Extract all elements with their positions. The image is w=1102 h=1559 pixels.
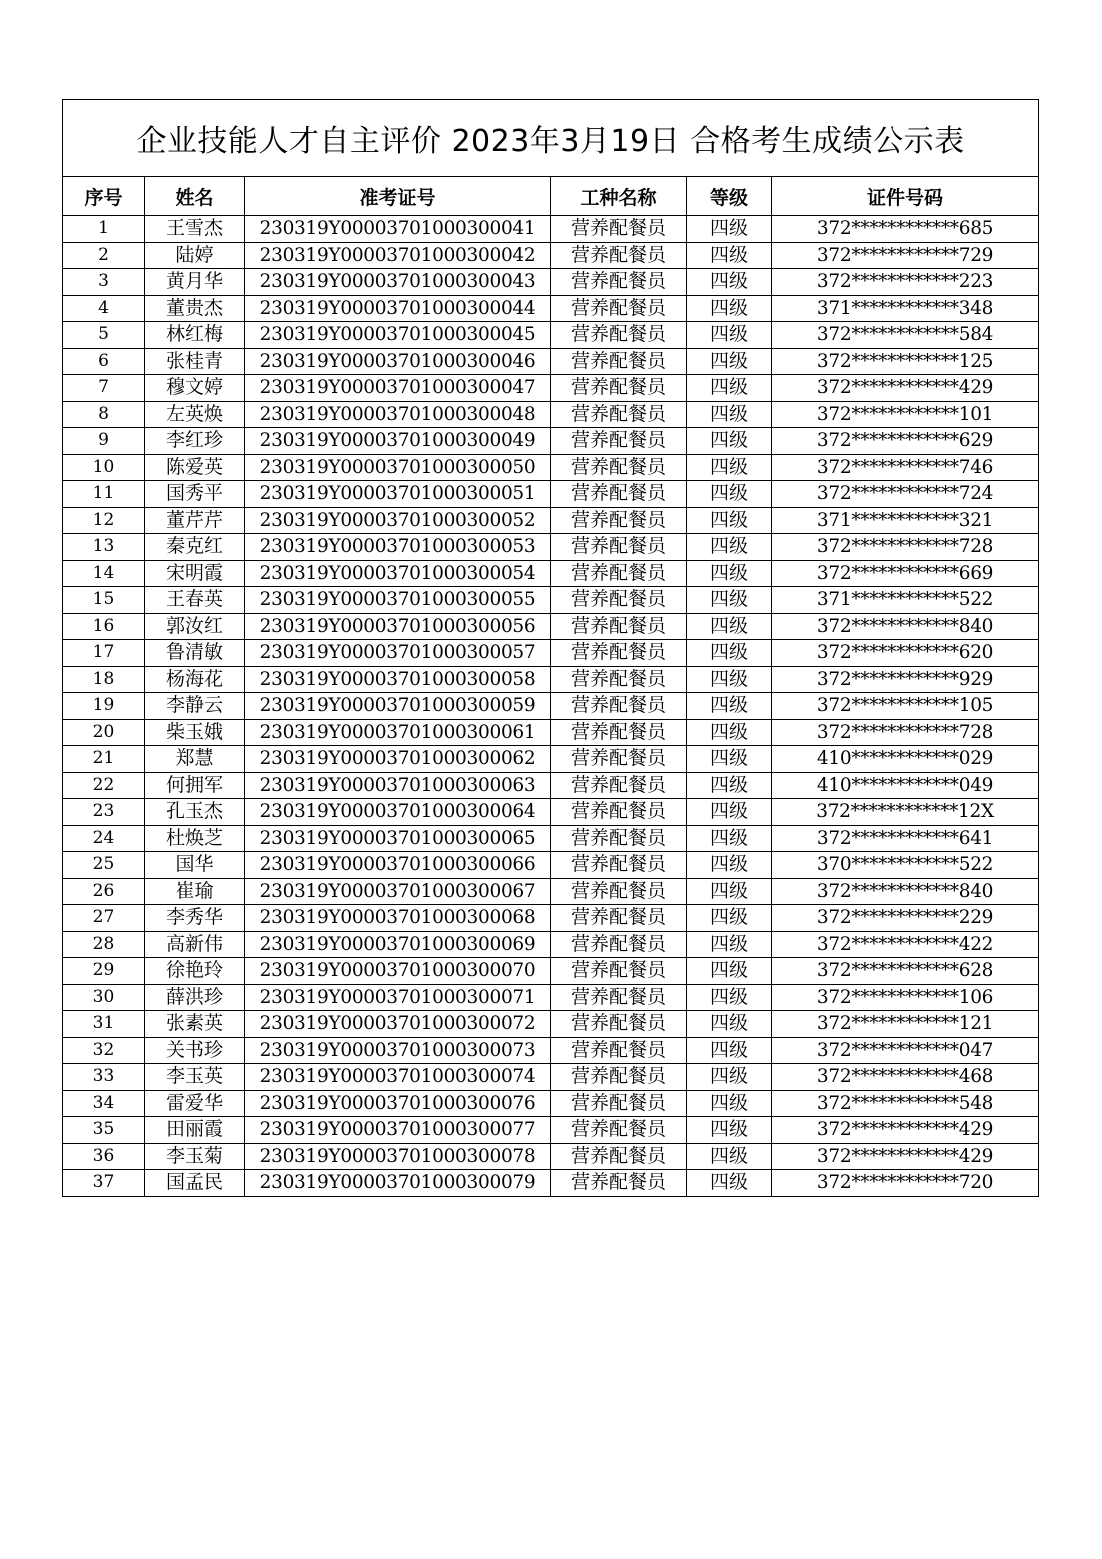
cell-admission: 230319Y00003701000300046	[245, 348, 551, 375]
table-row	[63, 269, 1039, 296]
cell-id-number: 372************628	[772, 958, 1039, 985]
table-row	[63, 1011, 1039, 1038]
cell-admission: 230319Y00003701000300048	[245, 401, 551, 428]
cell-level: 四级	[687, 1170, 772, 1197]
cell-name: 黄月华	[145, 269, 245, 296]
table-row	[63, 1117, 1039, 1144]
cell-name: 国孟民	[145, 1170, 245, 1197]
cell-level: 四级	[687, 534, 772, 561]
table-row	[63, 428, 1039, 455]
table-row	[63, 1064, 1039, 1091]
cell-name: 李秀华	[145, 905, 245, 932]
cell-seq: 4	[63, 295, 145, 322]
cell-seq: 25	[63, 852, 145, 879]
cell-id-number: 372************728	[772, 534, 1039, 561]
table-row	[63, 216, 1039, 243]
cell-id-number: 371************348	[772, 295, 1039, 322]
cell-id-number: 370************522	[772, 852, 1039, 879]
cell-admission: 230319Y00003701000300078	[245, 1143, 551, 1170]
cell-name: 柴玉娥	[145, 719, 245, 746]
header-level: 等级	[687, 177, 772, 216]
cell-occupation: 营养配餐员	[551, 375, 687, 402]
cell-occupation: 营养配餐员	[551, 931, 687, 958]
cell-occupation: 营养配餐员	[551, 534, 687, 561]
cell-seq: 10	[63, 454, 145, 481]
cell-name: 宋明霞	[145, 560, 245, 587]
cell-name: 李红珍	[145, 428, 245, 455]
cell-admission: 230319Y00003701000300070	[245, 958, 551, 985]
cell-level: 四级	[687, 507, 772, 534]
table-row	[63, 295, 1039, 322]
cell-occupation: 营养配餐员	[551, 905, 687, 932]
cell-name: 秦克红	[145, 534, 245, 561]
cell-occupation: 营养配餐员	[551, 852, 687, 879]
cell-name: 张素英	[145, 1011, 245, 1038]
header-row	[63, 177, 1039, 216]
cell-seq: 1	[63, 216, 145, 243]
cell-seq: 14	[63, 560, 145, 587]
cell-admission: 230319Y00003701000300059	[245, 693, 551, 720]
cell-seq: 37	[63, 1170, 145, 1197]
cell-occupation: 营养配餐员	[551, 401, 687, 428]
table-row	[63, 984, 1039, 1011]
cell-seq: 36	[63, 1143, 145, 1170]
cell-level: 四级	[687, 878, 772, 905]
cell-id-number: 372************429	[772, 1143, 1039, 1170]
cell-level: 四级	[687, 242, 772, 269]
cell-admission: 230319Y00003701000300062	[245, 746, 551, 773]
cell-seq: 12	[63, 507, 145, 534]
cell-occupation: 营养配餐员	[551, 1011, 687, 1038]
cell-level: 四级	[687, 772, 772, 799]
cell-name: 国华	[145, 852, 245, 879]
table-row	[63, 746, 1039, 773]
table-row	[63, 560, 1039, 587]
cell-occupation: 营养配餐员	[551, 1037, 687, 1064]
cell-id-number: 372************047	[772, 1037, 1039, 1064]
cell-id-number: 372************840	[772, 613, 1039, 640]
cell-level: 四级	[687, 322, 772, 349]
cell-id-number: 372************724	[772, 481, 1039, 508]
cell-seq: 34	[63, 1090, 145, 1117]
table-title: 企业技能人才自主评价 2023年3月19日 合格考生成绩公示表	[63, 100, 1039, 177]
cell-seq: 18	[63, 666, 145, 693]
cell-name: 李静云	[145, 693, 245, 720]
cell-seq: 31	[63, 1011, 145, 1038]
cell-admission: 230319Y00003701000300052	[245, 507, 551, 534]
cell-seq: 11	[63, 481, 145, 508]
header-occupation: 工种名称	[551, 177, 687, 216]
cell-name: 李玉英	[145, 1064, 245, 1091]
cell-admission: 230319Y00003701000300072	[245, 1011, 551, 1038]
table-row	[63, 1143, 1039, 1170]
cell-level: 四级	[687, 560, 772, 587]
table-row	[63, 719, 1039, 746]
cell-name: 林红梅	[145, 322, 245, 349]
cell-admission: 230319Y00003701000300074	[245, 1064, 551, 1091]
cell-admission: 230319Y00003701000300047	[245, 375, 551, 402]
cell-level: 四级	[687, 587, 772, 614]
cell-occupation: 营养配餐员	[551, 613, 687, 640]
cell-id-number: 371************522	[772, 587, 1039, 614]
cell-seq: 6	[63, 348, 145, 375]
cell-name: 王雪杰	[145, 216, 245, 243]
table-row	[63, 958, 1039, 985]
cell-level: 四级	[687, 640, 772, 667]
cell-id-number: 372************641	[772, 825, 1039, 852]
table-row	[63, 640, 1039, 667]
cell-name: 董贵杰	[145, 295, 245, 322]
cell-level: 四级	[687, 613, 772, 640]
cell-admission: 230319Y00003701000300041	[245, 216, 551, 243]
table-row	[63, 507, 1039, 534]
cell-occupation: 营养配餐员	[551, 216, 687, 243]
cell-occupation: 营养配餐员	[551, 587, 687, 614]
cell-occupation: 营养配餐员	[551, 1090, 687, 1117]
cell-seq: 27	[63, 905, 145, 932]
cell-seq: 7	[63, 375, 145, 402]
table-row	[63, 825, 1039, 852]
cell-level: 四级	[687, 348, 772, 375]
cell-occupation: 营养配餐员	[551, 348, 687, 375]
cell-level: 四级	[687, 799, 772, 826]
cell-id-number: 410************049	[772, 772, 1039, 799]
cell-seq: 24	[63, 825, 145, 852]
cell-occupation: 营养配餐员	[551, 799, 687, 826]
cell-admission: 230319Y00003701000300076	[245, 1090, 551, 1117]
cell-occupation: 营养配餐员	[551, 772, 687, 799]
cell-admission: 230319Y00003701000300057	[245, 640, 551, 667]
cell-name: 郭汝红	[145, 613, 245, 640]
cell-level: 四级	[687, 719, 772, 746]
cell-name: 国秀平	[145, 481, 245, 508]
cell-id-number: 372************121	[772, 1011, 1039, 1038]
cell-id-number: 372************429	[772, 375, 1039, 402]
cell-id-number: 371************321	[772, 507, 1039, 534]
cell-seq: 29	[63, 958, 145, 985]
cell-name: 陈爱英	[145, 454, 245, 481]
cell-level: 四级	[687, 1011, 772, 1038]
cell-level: 四级	[687, 958, 772, 985]
cell-name: 杜焕芝	[145, 825, 245, 852]
cell-occupation: 营养配餐员	[551, 640, 687, 667]
table-row	[63, 878, 1039, 905]
cell-id-number: 410************029	[772, 746, 1039, 773]
cell-occupation: 营养配餐员	[551, 719, 687, 746]
cell-admission: 230319Y00003701000300045	[245, 322, 551, 349]
cell-id-number: 372************106	[772, 984, 1039, 1011]
cell-occupation: 营养配餐员	[551, 984, 687, 1011]
cell-id-number: 372************125	[772, 348, 1039, 375]
cell-id-number: 372************929	[772, 666, 1039, 693]
cell-level: 四级	[687, 1037, 772, 1064]
cell-name: 陆婷	[145, 242, 245, 269]
cell-admission: 230319Y00003701000300063	[245, 772, 551, 799]
table-row	[63, 375, 1039, 402]
cell-seq: 13	[63, 534, 145, 561]
cell-seq: 2	[63, 242, 145, 269]
table-row	[63, 613, 1039, 640]
cell-level: 四级	[687, 1143, 772, 1170]
cell-seq: 28	[63, 931, 145, 958]
cell-name: 张桂青	[145, 348, 245, 375]
cell-seq: 33	[63, 1064, 145, 1091]
cell-seq: 20	[63, 719, 145, 746]
cell-seq: 19	[63, 693, 145, 720]
cell-occupation: 营养配餐员	[551, 1117, 687, 1144]
cell-name: 李玉菊	[145, 1143, 245, 1170]
cell-id-number: 372************728	[772, 719, 1039, 746]
cell-name: 穆文婷	[145, 375, 245, 402]
cell-admission: 230319Y00003701000300069	[245, 931, 551, 958]
cell-name: 鲁清敏	[145, 640, 245, 667]
cell-name: 薛洪珍	[145, 984, 245, 1011]
table-row	[63, 905, 1039, 932]
cell-occupation: 营养配餐员	[551, 295, 687, 322]
cell-id-number: 372************422	[772, 931, 1039, 958]
cell-id-number: 372************840	[772, 878, 1039, 905]
cell-id-number: 372************720	[772, 1170, 1039, 1197]
cell-id-number: 372************468	[772, 1064, 1039, 1091]
cell-level: 四级	[687, 825, 772, 852]
cell-name: 徐艳玲	[145, 958, 245, 985]
cell-level: 四级	[687, 454, 772, 481]
cell-admission: 230319Y00003701000300050	[245, 454, 551, 481]
header-seq: 序号	[63, 177, 145, 216]
cell-id-number: 372************101	[772, 401, 1039, 428]
cell-level: 四级	[687, 693, 772, 720]
cell-id-number: 372************669	[772, 560, 1039, 587]
cell-occupation: 营养配餐员	[551, 878, 687, 905]
cell-occupation: 营养配餐员	[551, 1064, 687, 1091]
cell-name: 杨海花	[145, 666, 245, 693]
cell-name: 王春英	[145, 587, 245, 614]
cell-admission: 230319Y00003701000300065	[245, 825, 551, 852]
cell-level: 四级	[687, 1090, 772, 1117]
cell-seq: 5	[63, 322, 145, 349]
cell-seq: 16	[63, 613, 145, 640]
cell-occupation: 营养配餐员	[551, 825, 687, 852]
cell-seq: 30	[63, 984, 145, 1011]
cell-name: 孔玉杰	[145, 799, 245, 826]
cell-occupation: 营养配餐员	[551, 693, 687, 720]
cell-admission: 230319Y00003701000300044	[245, 295, 551, 322]
table-row	[63, 693, 1039, 720]
table-row	[63, 401, 1039, 428]
cell-occupation: 营养配餐员	[551, 322, 687, 349]
cell-admission: 230319Y00003701000300054	[245, 560, 551, 587]
cell-level: 四级	[687, 375, 772, 402]
cell-seq: 9	[63, 428, 145, 455]
table-row	[63, 852, 1039, 879]
cell-admission: 230319Y00003701000300043	[245, 269, 551, 296]
cell-admission: 230319Y00003701000300049	[245, 428, 551, 455]
cell-occupation: 营养配餐员	[551, 507, 687, 534]
cell-seq: 8	[63, 401, 145, 428]
cell-level: 四级	[687, 269, 772, 296]
cell-occupation: 营养配餐员	[551, 428, 687, 455]
table-row	[63, 1170, 1039, 1197]
cell-level: 四级	[687, 295, 772, 322]
table-row	[63, 322, 1039, 349]
cell-name: 左英焕	[145, 401, 245, 428]
cell-id-number: 372************729	[772, 242, 1039, 269]
cell-admission: 230319Y00003701000300073	[245, 1037, 551, 1064]
cell-name: 田丽霞	[145, 1117, 245, 1144]
cell-admission: 230319Y00003701000300061	[245, 719, 551, 746]
cell-seq: 23	[63, 799, 145, 826]
table-row	[63, 772, 1039, 799]
cell-id-number: 372************584	[772, 322, 1039, 349]
cell-occupation: 营养配餐员	[551, 666, 687, 693]
results-table	[62, 99, 1039, 1197]
cell-admission: 230319Y00003701000300068	[245, 905, 551, 932]
cell-id-number: 372************629	[772, 428, 1039, 455]
cell-seq: 17	[63, 640, 145, 667]
cell-id-number: 372************548	[772, 1090, 1039, 1117]
header-name: 姓名	[145, 177, 245, 216]
cell-level: 四级	[687, 746, 772, 773]
cell-admission: 230319Y00003701000300071	[245, 984, 551, 1011]
cell-admission: 230319Y00003701000300066	[245, 852, 551, 879]
cell-id-number: 372************685	[772, 216, 1039, 243]
cell-occupation: 营养配餐员	[551, 1143, 687, 1170]
cell-seq: 15	[63, 587, 145, 614]
cell-name: 高新伟	[145, 931, 245, 958]
cell-level: 四级	[687, 1117, 772, 1144]
cell-id-number: 372************12X	[772, 799, 1039, 826]
cell-admission: 230319Y00003701000300077	[245, 1117, 551, 1144]
header-id-number: 证件号码	[772, 177, 1039, 216]
cell-name: 崔瑜	[145, 878, 245, 905]
cell-occupation: 营养配餐员	[551, 746, 687, 773]
cell-occupation: 营养配餐员	[551, 1170, 687, 1197]
table-row	[63, 799, 1039, 826]
header-admission: 准考证号	[245, 177, 551, 216]
cell-seq: 3	[63, 269, 145, 296]
cell-seq: 35	[63, 1117, 145, 1144]
cell-id-number: 372************229	[772, 905, 1039, 932]
table-row	[63, 481, 1039, 508]
cell-level: 四级	[687, 984, 772, 1011]
cell-occupation: 营养配餐员	[551, 242, 687, 269]
cell-seq: 26	[63, 878, 145, 905]
cell-name: 董芹芹	[145, 507, 245, 534]
cell-id-number: 372************105	[772, 693, 1039, 720]
cell-level: 四级	[687, 905, 772, 932]
cell-occupation: 营养配餐员	[551, 481, 687, 508]
table-body	[63, 216, 1039, 1197]
cell-level: 四级	[687, 666, 772, 693]
cell-id-number: 372************429	[772, 1117, 1039, 1144]
cell-level: 四级	[687, 1064, 772, 1091]
cell-name: 雷爱华	[145, 1090, 245, 1117]
table-row	[63, 242, 1039, 269]
table-row	[63, 1090, 1039, 1117]
table-row	[63, 348, 1039, 375]
cell-occupation: 营养配餐员	[551, 958, 687, 985]
cell-level: 四级	[687, 216, 772, 243]
cell-level: 四级	[687, 428, 772, 455]
cell-level: 四级	[687, 931, 772, 958]
cell-admission: 230319Y00003701000300042	[245, 242, 551, 269]
cell-seq: 32	[63, 1037, 145, 1064]
cell-id-number: 372************746	[772, 454, 1039, 481]
cell-level: 四级	[687, 481, 772, 508]
cell-admission: 230319Y00003701000300079	[245, 1170, 551, 1197]
cell-name: 郑慧	[145, 746, 245, 773]
cell-admission: 230319Y00003701000300051	[245, 481, 551, 508]
cell-seq: 21	[63, 746, 145, 773]
cell-admission: 230319Y00003701000300055	[245, 587, 551, 614]
cell-admission: 230319Y00003701000300056	[245, 613, 551, 640]
cell-level: 四级	[687, 401, 772, 428]
cell-level: 四级	[687, 852, 772, 879]
cell-occupation: 营养配餐员	[551, 269, 687, 296]
cell-admission: 230319Y00003701000300067	[245, 878, 551, 905]
cell-name: 何拥军	[145, 772, 245, 799]
cell-id-number: 372************620	[772, 640, 1039, 667]
table-row	[63, 587, 1039, 614]
table-row	[63, 666, 1039, 693]
table-row	[63, 931, 1039, 958]
cell-occupation: 营养配餐员	[551, 560, 687, 587]
cell-name: 关书珍	[145, 1037, 245, 1064]
cell-occupation: 营养配餐员	[551, 454, 687, 481]
cell-admission: 230319Y00003701000300058	[245, 666, 551, 693]
table-row	[63, 454, 1039, 481]
table-row	[63, 1037, 1039, 1064]
cell-id-number: 372************223	[772, 269, 1039, 296]
cell-seq: 22	[63, 772, 145, 799]
cell-admission: 230319Y00003701000300064	[245, 799, 551, 826]
table-row	[63, 534, 1039, 561]
cell-admission: 230319Y00003701000300053	[245, 534, 551, 561]
